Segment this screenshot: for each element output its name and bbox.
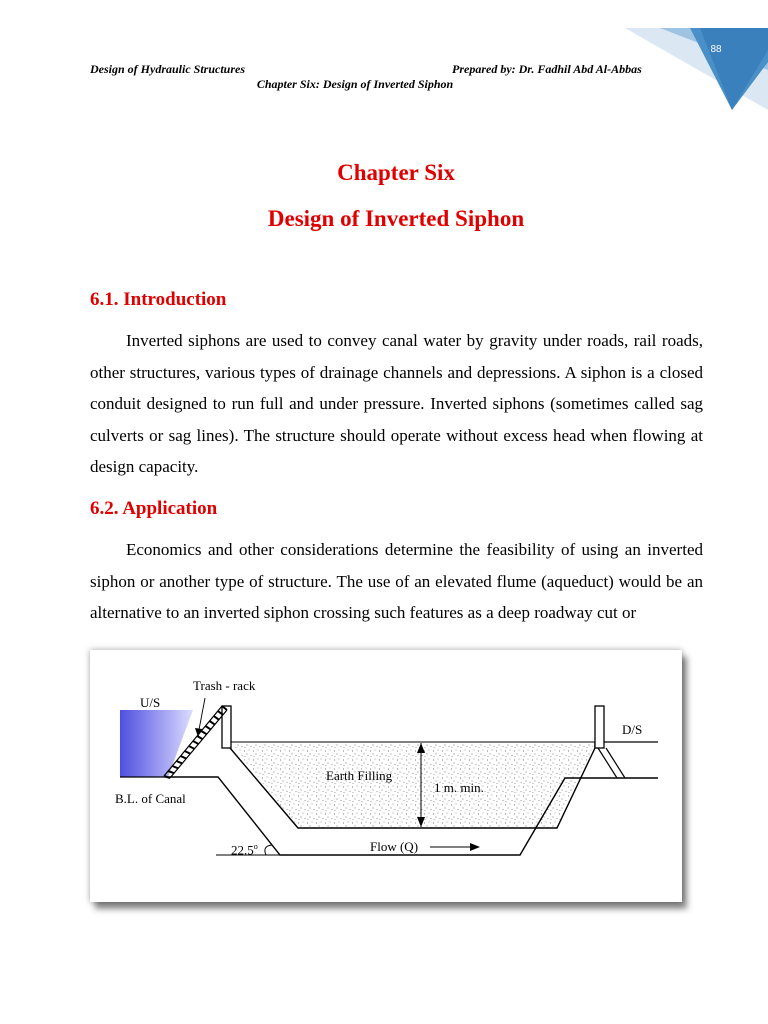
- trash-rack-bar: [193, 741, 199, 744]
- angle-degree: o: [253, 842, 258, 851]
- trash-rack-bar: [189, 746, 195, 749]
- trash-rack-bar: [214, 716, 219, 720]
- section-heading-application: 6.2. Application: [90, 498, 218, 519]
- trash-rack-bar: [201, 731, 206, 734]
- outlet-slope-1: [598, 748, 617, 778]
- header-author: Prepared by: Dr. Fadhil Abd Al-Abbas: [452, 62, 642, 76]
- bed-level-label: B.L. of Canal: [115, 791, 186, 806]
- paragraph-introduction-text: Inverted siphons are used to convey canal water by gravity under roads, rail roads, other structures, various types of drainage channels and depressions. A siphon is a closed conduit designed to run full and under pressure. Inverted siphons (sometimes called sag culverts or sag lines). The structure should operate without excess head when flowing at design capacity.: [90, 331, 703, 476]
- section-heading-introduction: 6.1. Introduction: [90, 289, 227, 310]
- trash-rack-bar: [164, 776, 170, 778]
- angle-arc: [265, 845, 272, 855]
- flow-label: Flow (Q): [370, 839, 419, 854]
- trash-rack-bar: [176, 761, 182, 763]
- upstream-water: [120, 710, 193, 777]
- chapter-subtitle: Design of Inverted Siphon: [267, 206, 525, 231]
- flow-arrow-head: [470, 843, 480, 851]
- trash-rack-bar: [172, 766, 178, 768]
- outlet-wall: [595, 706, 604, 748]
- chapter-title: Chapter Six: [337, 160, 455, 185]
- page-number: 88: [710, 44, 722, 55]
- downstream-label: D/S: [622, 722, 643, 737]
- header-book-title: Design of Hydraulic Structures: [90, 62, 246, 76]
- outlet-slope-2: [606, 748, 625, 778]
- paragraph-application: [90, 534, 703, 629]
- angle-value: 22.5: [231, 842, 254, 858]
- trash-rack-leader-arrow: [195, 728, 202, 737]
- trash-rack-bar: [210, 721, 215, 725]
- trash-rack-bar: [185, 751, 191, 754]
- earth-filling: [230, 742, 595, 828]
- inlet-wall: [222, 706, 231, 748]
- trash-rack-label: Trash - rack: [193, 678, 256, 693]
- upstream-label: U/S: [140, 695, 161, 710]
- trash-rack-bar: [205, 726, 210, 729]
- trash-rack-bar: [181, 756, 187, 759]
- paragraph-introduction: [90, 325, 703, 483]
- siphon-figure: [90, 650, 682, 902]
- paragraph-application-text: Economics and other considerations determine the feasibility of using an inverted siphon or another type of structure. The use of an elevated flume (aqueduct) would be an alternative to an inverted siphon crossing such features as a deep roadway cut or: [90, 540, 703, 622]
- header-chapter: Chapter Six: Design of Inverted Siphon: [256, 77, 454, 91]
- angle-label: [231, 842, 258, 858]
- earth-filling-label: Earth Filling: [326, 768, 393, 783]
- min-cover-label: 1 m. min.: [434, 780, 484, 795]
